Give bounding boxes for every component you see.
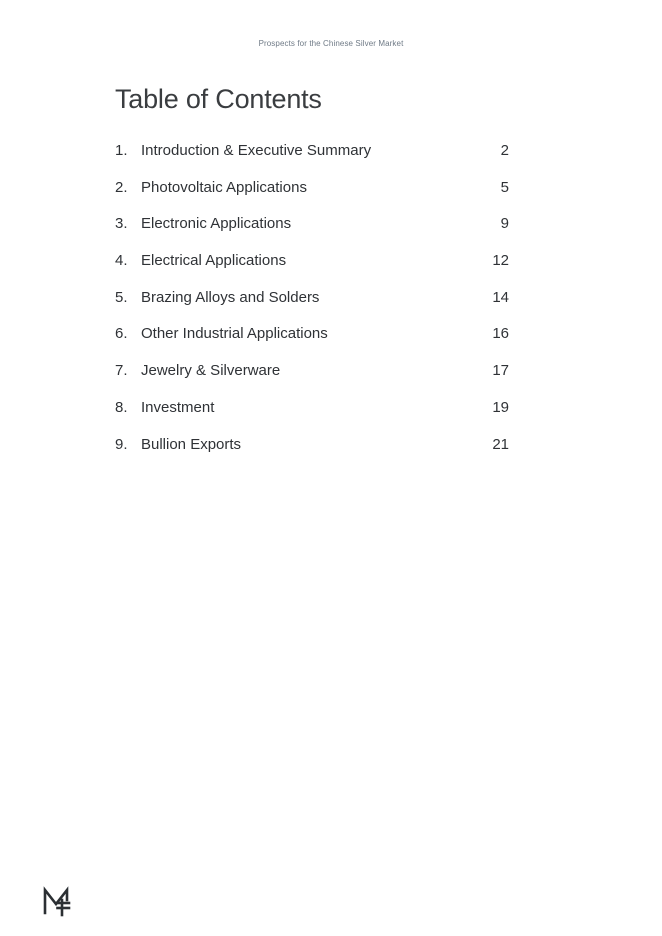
toc-entry-brazing[interactable]	[115, 288, 509, 325]
toc-entry-label: Electronic Applications	[141, 215, 292, 233]
toc-entry-number: 4.	[115, 252, 128, 270]
toc-entry-label: Brazing Alloys and Solders	[141, 288, 320, 306]
toc-entry-label: Bullion Exports	[141, 435, 242, 453]
toc-entry-electronic[interactable]	[115, 214, 509, 251]
toc-entry-page: 17	[492, 362, 509, 380]
running-header: Prospects for the Chinese Silver Market	[258, 39, 404, 48]
toc-entry-number: 7.	[115, 362, 128, 380]
toc-entry-label: Other Industrial Applications	[141, 325, 328, 343]
toc-entry-label: Photovoltaic Applications	[141, 178, 307, 196]
toc-entry-electrical[interactable]	[115, 251, 509, 288]
toc-entry-label: Electrical Applications	[141, 252, 287, 270]
toc-entry-other-industrial[interactable]	[115, 324, 509, 361]
toc-entry-number: 3.	[115, 215, 128, 233]
toc-entry-label: Introduction & Executive Summary	[141, 142, 372, 159]
toc-entry-number: 6.	[115, 325, 128, 343]
toc-entry-jewelry[interactable]	[115, 361, 509, 398]
toc-entry-number: 5.	[115, 288, 128, 306]
page-title: Table of Contents	[115, 84, 322, 114]
toc-entry-photovoltaic[interactable]	[115, 178, 509, 215]
toc-entry-page: 16	[492, 325, 509, 343]
toc-entry-page: 21	[492, 435, 509, 453]
toc-entry-page: 5	[500, 178, 509, 196]
toc-entry-bullion-exports[interactable]	[115, 435, 509, 472]
toc-entry-number: 1.	[115, 142, 128, 159]
toc-entry-page: 2	[500, 142, 509, 159]
toc-entry-label: Investment	[141, 398, 215, 416]
toc-entry-introduction[interactable]	[115, 141, 509, 178]
toc-entry-investment[interactable]	[115, 398, 509, 435]
toc-entry-number: 2.	[115, 178, 128, 196]
toc-entry-page: 19	[492, 398, 509, 416]
mf-monogram-logo-icon	[42, 886, 72, 918]
toc-entry-page: 14	[492, 288, 509, 306]
toc-list	[115, 141, 509, 471]
toc-entry-label: Jewelry & Silverware	[141, 362, 281, 380]
toc-entry-page: 9	[500, 215, 509, 233]
toc-entry-page: 12	[492, 252, 509, 270]
toc-entry-number: 8.	[115, 398, 128, 416]
toc-entry-number: 9.	[115, 435, 128, 453]
